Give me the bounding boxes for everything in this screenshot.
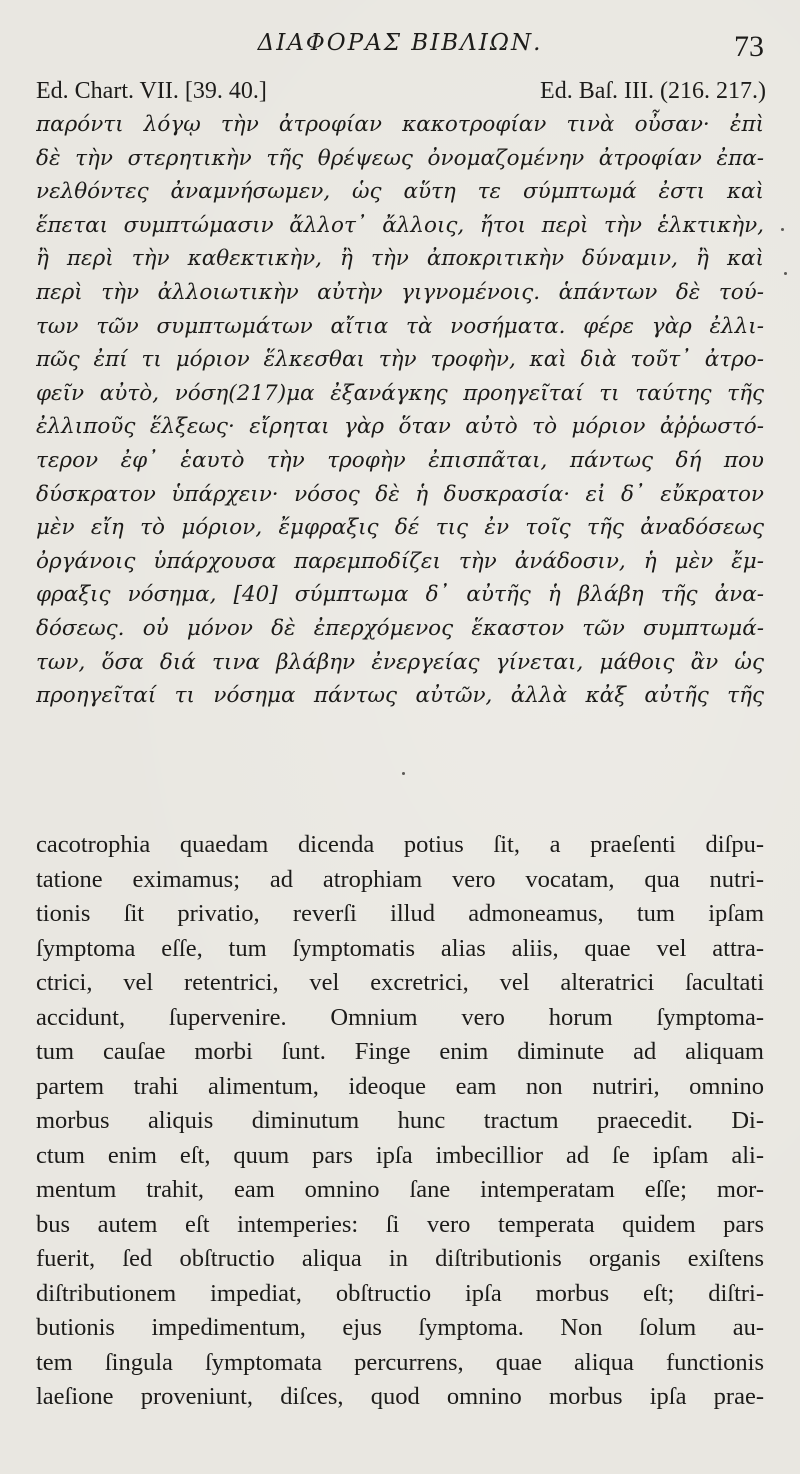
latin-line: ctum enim eſt, quum pars ipſa imbecillior ad ſe ipſam ali- bbox=[36, 1141, 764, 1169]
latin-line: mentum trahit, eam omnino ſane intemperatam eſſe; mor- bbox=[36, 1176, 764, 1203]
greek-line: δόσεως. οὐ μόνον δὲ ἐπερχόμενος ἕκαστον τῶν συμπτωμά- bbox=[36, 615, 764, 641]
greek-line: περὶ τὴν ἀλλοιωτικὴν αὐτὴν γιγνομένοις. ἁπάντων δὲ τού- bbox=[36, 279, 764, 305]
latin-line: tatione eximamus; ad atrophiam vero vocatam, qua nutri- bbox=[36, 865, 764, 893]
latin-line: fuerit, ſed obſtructio aliqua in diſtributionis organis exiſtens bbox=[36, 1245, 764, 1272]
latin-line: ctrici, vel retentrici, vel excretrici, vel alteratrici ſacultati bbox=[36, 969, 764, 996]
latin-line: cacotrophia quaedam dicenda potius ſit, a praeſenti diſpu- bbox=[36, 831, 764, 858]
greek-line: φεῖν αὐτὸ, νόση(217)μα ἐξανάγκης προηγεῖταί τι ταύτης τῆς bbox=[36, 380, 764, 406]
edition-reference-chartier: Ed. Chart. VII. [39. 40.] bbox=[36, 78, 267, 104]
print-speck bbox=[784, 272, 787, 275]
greek-line: ἢ περὶ τὴν καθεκτικὴν, ἢ τὴν ἀποκριτικὴν δύναμιν, ἢ καὶ bbox=[36, 246, 764, 272]
greek-line: ἐλλιποῦς ἕλξεως· εἴρηται γὰρ ὅταν αὐτὸ τὸ μόριον ἀῤῥωστό- bbox=[36, 414, 764, 440]
latin-line: butionis impedimentum, ejus ſymptoma. Non ſolum au- bbox=[36, 1314, 764, 1341]
latin-line: laeſione proveniunt, diſces, quod omnino morbus ipſa prae- bbox=[36, 1383, 764, 1410]
running-title: ΔΙΑΦΟΡΑΣ ΒΙΒΛΙΩΝ. bbox=[257, 30, 543, 56]
latin-line: tum cauſae morbi ſunt. Finge enim diminute ad aliquam bbox=[36, 1038, 764, 1065]
greek-line: δὲ τὴν στερητικὴν τῆς θρέψεως ὀνομαζομένην ἀτροφίαν ἐπα- bbox=[36, 145, 764, 171]
greek-line: ὀργάνοις ὑπάρχουσα παρεμποδίζει τὴν ἀνάδοσιν, ἡ μὲν ἔμ- bbox=[36, 548, 764, 574]
edition-reference-basel: Ed. Baſ. III. (216. 217.) bbox=[540, 78, 766, 104]
greek-line: νελθόντες ἀναμνήσωμεν, ὡς αὕτη τε σύμπτωμά ἐστι καὶ bbox=[36, 179, 764, 205]
greek-line: ἕπεται συμπτώμασιν ἄλλοτ᾽ ἄλλοις, ἤτοι περὶ τὴν ἑλκτικὴν, bbox=[36, 212, 764, 238]
greek-line: πῶς ἐπί τι μόριον ἕλκεσθαι τὴν τροφὴν, καὶ διὰ τοῦτ᾽ ἀτρο- bbox=[36, 347, 764, 373]
greek-line: δύσκρατον ὑπάρχειν· νόσος δὲ ἡ δυσκρασία· εἰ δ᾽ εὔκρατον bbox=[36, 481, 764, 507]
greek-line: τερον ἐφ᾽ ἑαυτὸ τὴν τροφὴν ἐπισπᾶται, πάντως δή που bbox=[36, 447, 764, 473]
greek-line: προηγεῖταί τι νόσημα πάντως αὐτῶν, ἀλλὰ κἀξ αὐτῆς τῆς bbox=[36, 683, 764, 709]
print-speck bbox=[402, 772, 405, 775]
latin-line: tionis ſit privatio, reverſi illud admoneamus, tum ipſam bbox=[36, 900, 764, 927]
latin-line: ſymptoma eſſe, tum ſymptomatis alias aliis, quae vel attra- bbox=[36, 934, 764, 962]
latin-text-block bbox=[36, 828, 764, 1415]
latin-line: morbus aliquis diminutum hunc tractum praecedit. Di- bbox=[36, 1107, 764, 1134]
greek-line: φραξις νόσημα, [40] σύμπτωμα δ᾽ αὐτῆς ἡ βλάβη τῆς ἀνα- bbox=[36, 582, 764, 608]
latin-line: accidunt, ſupervenire. Omnium vero horum ſymptoma- bbox=[36, 1003, 764, 1031]
greek-line: των, ὅσα διά τινα βλάβην ἐνεργείας γίνεται, μάθοις ἂν ὡς bbox=[36, 649, 764, 675]
latin-line: tem ſingula ſymptomata percurrens, quae aliqua functionis bbox=[36, 1348, 764, 1376]
latin-line: diſtributionem impediat, obſtructio ipſa morbus eſt; diſtri- bbox=[36, 1279, 764, 1307]
latin-line: partem trahi alimentum, ideoque eam non nutriri, omnino bbox=[36, 1072, 764, 1100]
greek-text-block bbox=[36, 108, 764, 713]
latin-line: bus autem eſt intemperies: ſi vero temperata quidem pars bbox=[36, 1210, 764, 1238]
greek-line: των τῶν συμπτωμάτων αἴτια τὰ νοσήματα. φέρε γὰρ ἐλλι- bbox=[36, 313, 764, 339]
greek-line: μὲν εἴη τὸ μόριον, ἔμφραξις δέ τις ἐν τοῖς τῆς ἀναδόσεως bbox=[36, 515, 764, 541]
greek-line: παρόντι λόγῳ τὴν ἀτροφίαν κακοτροφίαν τινὰ οὖσαν· ἐπὶ bbox=[36, 112, 764, 137]
print-speck bbox=[781, 228, 784, 231]
page-number: 73 bbox=[734, 30, 764, 63]
